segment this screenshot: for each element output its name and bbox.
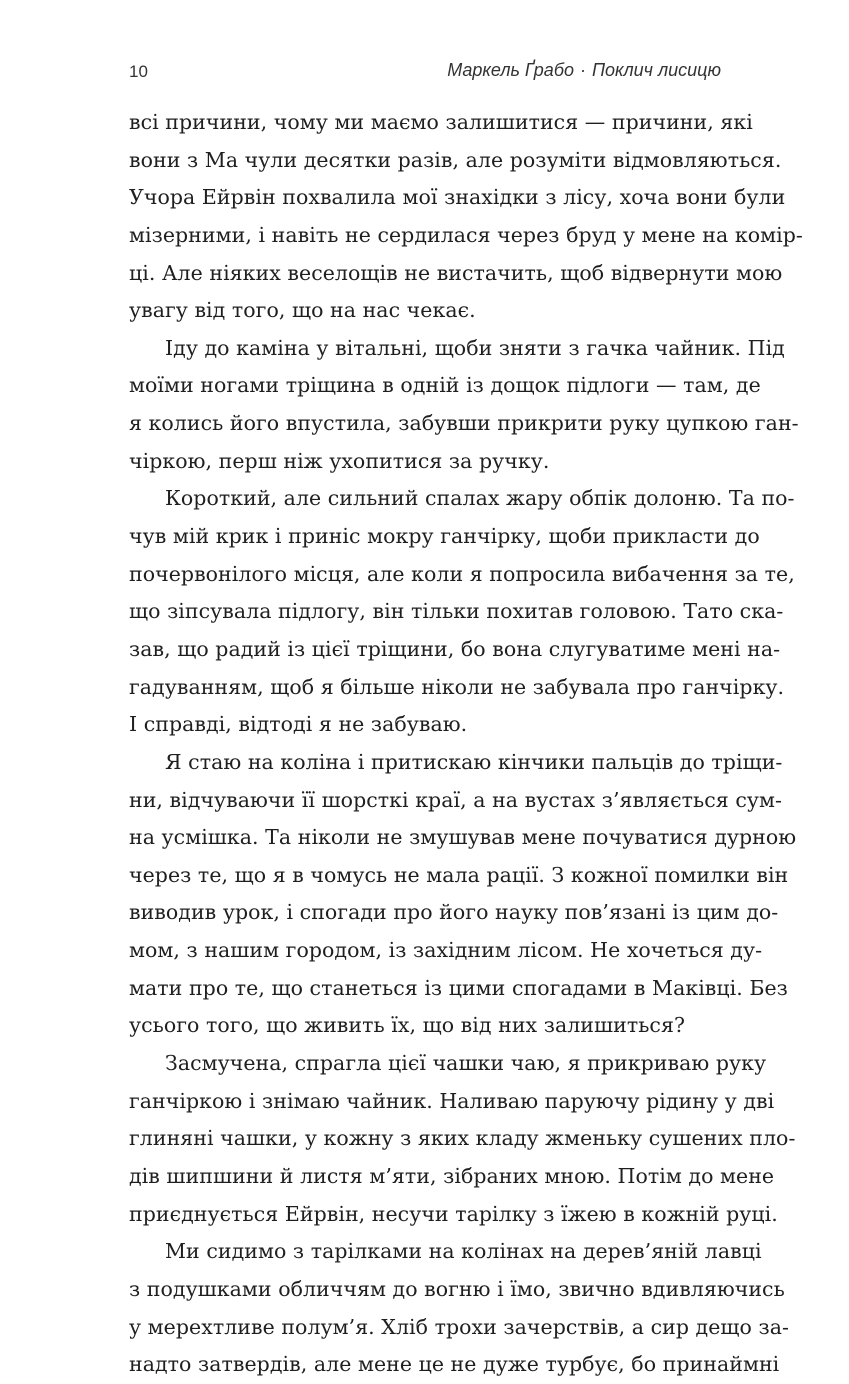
- page-header: [129, 60, 721, 86]
- book-author: Маркель Ґрабо: [447, 60, 574, 80]
- text-line: чув мій крик і приніс мокру ганчірку, щоби прикласти до: [129, 524, 760, 549]
- text-line: усього того, що живить їх, що від них залишиться?: [129, 1013, 685, 1038]
- text-line: на усмішка. Та ніколи не змушував мене почуватися дурною: [129, 825, 797, 850]
- text-line: чіркою, перш ніж ухопитися за ручку.: [129, 448, 550, 473]
- text-line: Учора Ейрвін похвалила мої знахідки з лісу, хоча вони були: [129, 185, 786, 210]
- text-line: приєднується Ейрвін, несучи тарілку з їжею в кожній руці.: [129, 1201, 778, 1226]
- paragraph-first-line: Ми сидимо з тарілками на колінах на дерев’яній лавці: [165, 1239, 762, 1264]
- text-line: глиняні чашки, у кожну з яких кладу жменьку сушених пло-: [129, 1126, 796, 1151]
- text-line: зав, що радий із цієї тріщини, бо вона слугуватиме мені на-: [129, 636, 781, 661]
- text-line: з подушками обличчям до вогню і їмо, звично вдивляючись: [129, 1276, 785, 1301]
- text-line: гадуванням, щоб я більше ніколи не забувала про ганчірку.: [129, 674, 785, 699]
- text-line: моїми ногами тріщина в одній із дощок підлоги — там, де: [129, 373, 761, 398]
- text-line: І справді, відтоді я не забуваю.: [129, 712, 468, 737]
- text-line: ганчіркою і знімаю чайник. Наливаю паруючу рідину у дві: [129, 1088, 775, 1113]
- paragraph-first-line: Короткий, але сильний спалах жару обпік долоню. Та по-: [165, 486, 795, 511]
- text-line: виводив урок, і спогади про його науку пов’язані із цим до-: [129, 900, 779, 925]
- body-text: [129, 104, 803, 1384]
- paragraph-first-line: Іду до каміна у вітальні, щоби зняти з гачка чайник. Під: [165, 335, 785, 360]
- text-line: мати про те, що станеться із цими спогадами в Маківці. Без: [129, 975, 788, 1000]
- text-line: я колись його впустила, забувши прикрити руку цупкою ган-: [129, 411, 799, 436]
- book-title: Поклич лисицю: [591, 60, 721, 80]
- text-line: почервонілого місця, але коли я попросила вибачення за те,: [129, 561, 795, 586]
- text-line: дів шипшини й листя м’яти, зібраних мною. Потім до мене: [129, 1163, 775, 1188]
- running-head: [447, 60, 721, 81]
- paragraph-first-line: Я стаю на коліна і притискаю кінчики пальців до тріщи-: [165, 749, 783, 774]
- text-line: у мерехтливе полум’я. Хліб трохи зачерствів, а сир дещо за-: [129, 1314, 789, 1339]
- text-line: вони з Ма чули десятки разів, але розуміти відмовляються.: [129, 147, 782, 172]
- text-line: ці. Але ніяких веселощів не вистачить, щоб відвернути мою: [129, 260, 783, 285]
- text-line: що зіпсувала підлогу, він тільки похитав головою. Тато ска-: [129, 599, 784, 624]
- header-separator: ·: [579, 60, 586, 80]
- text-line: надто затвердів, але мене це не дуже турбує, бо принаймні: [129, 1352, 780, 1377]
- text-line: всі причини, чому ми маємо залишитися — причини, які: [129, 110, 753, 134]
- paragraph-first-line: Засмучена, спрагла цієї чашки чаю, я прикриваю руку: [165, 1051, 767, 1076]
- page-number: 10: [129, 62, 148, 81]
- text-line: мізерними, і навіть не сердилася через бруд у мене на комір-: [129, 222, 803, 247]
- text-line: мом, з нашим городом, із західним лісом. Не хочеться ду-: [129, 938, 763, 963]
- text-line: ни, відчуваючи її шорсткі краї, а на вустах з’являється сум-: [129, 787, 782, 812]
- text-line: увагу від того, що на нас чекає.: [129, 298, 476, 323]
- text-line: через те, що я в чомусь не мала рації. З кожної помилки він: [129, 862, 789, 887]
